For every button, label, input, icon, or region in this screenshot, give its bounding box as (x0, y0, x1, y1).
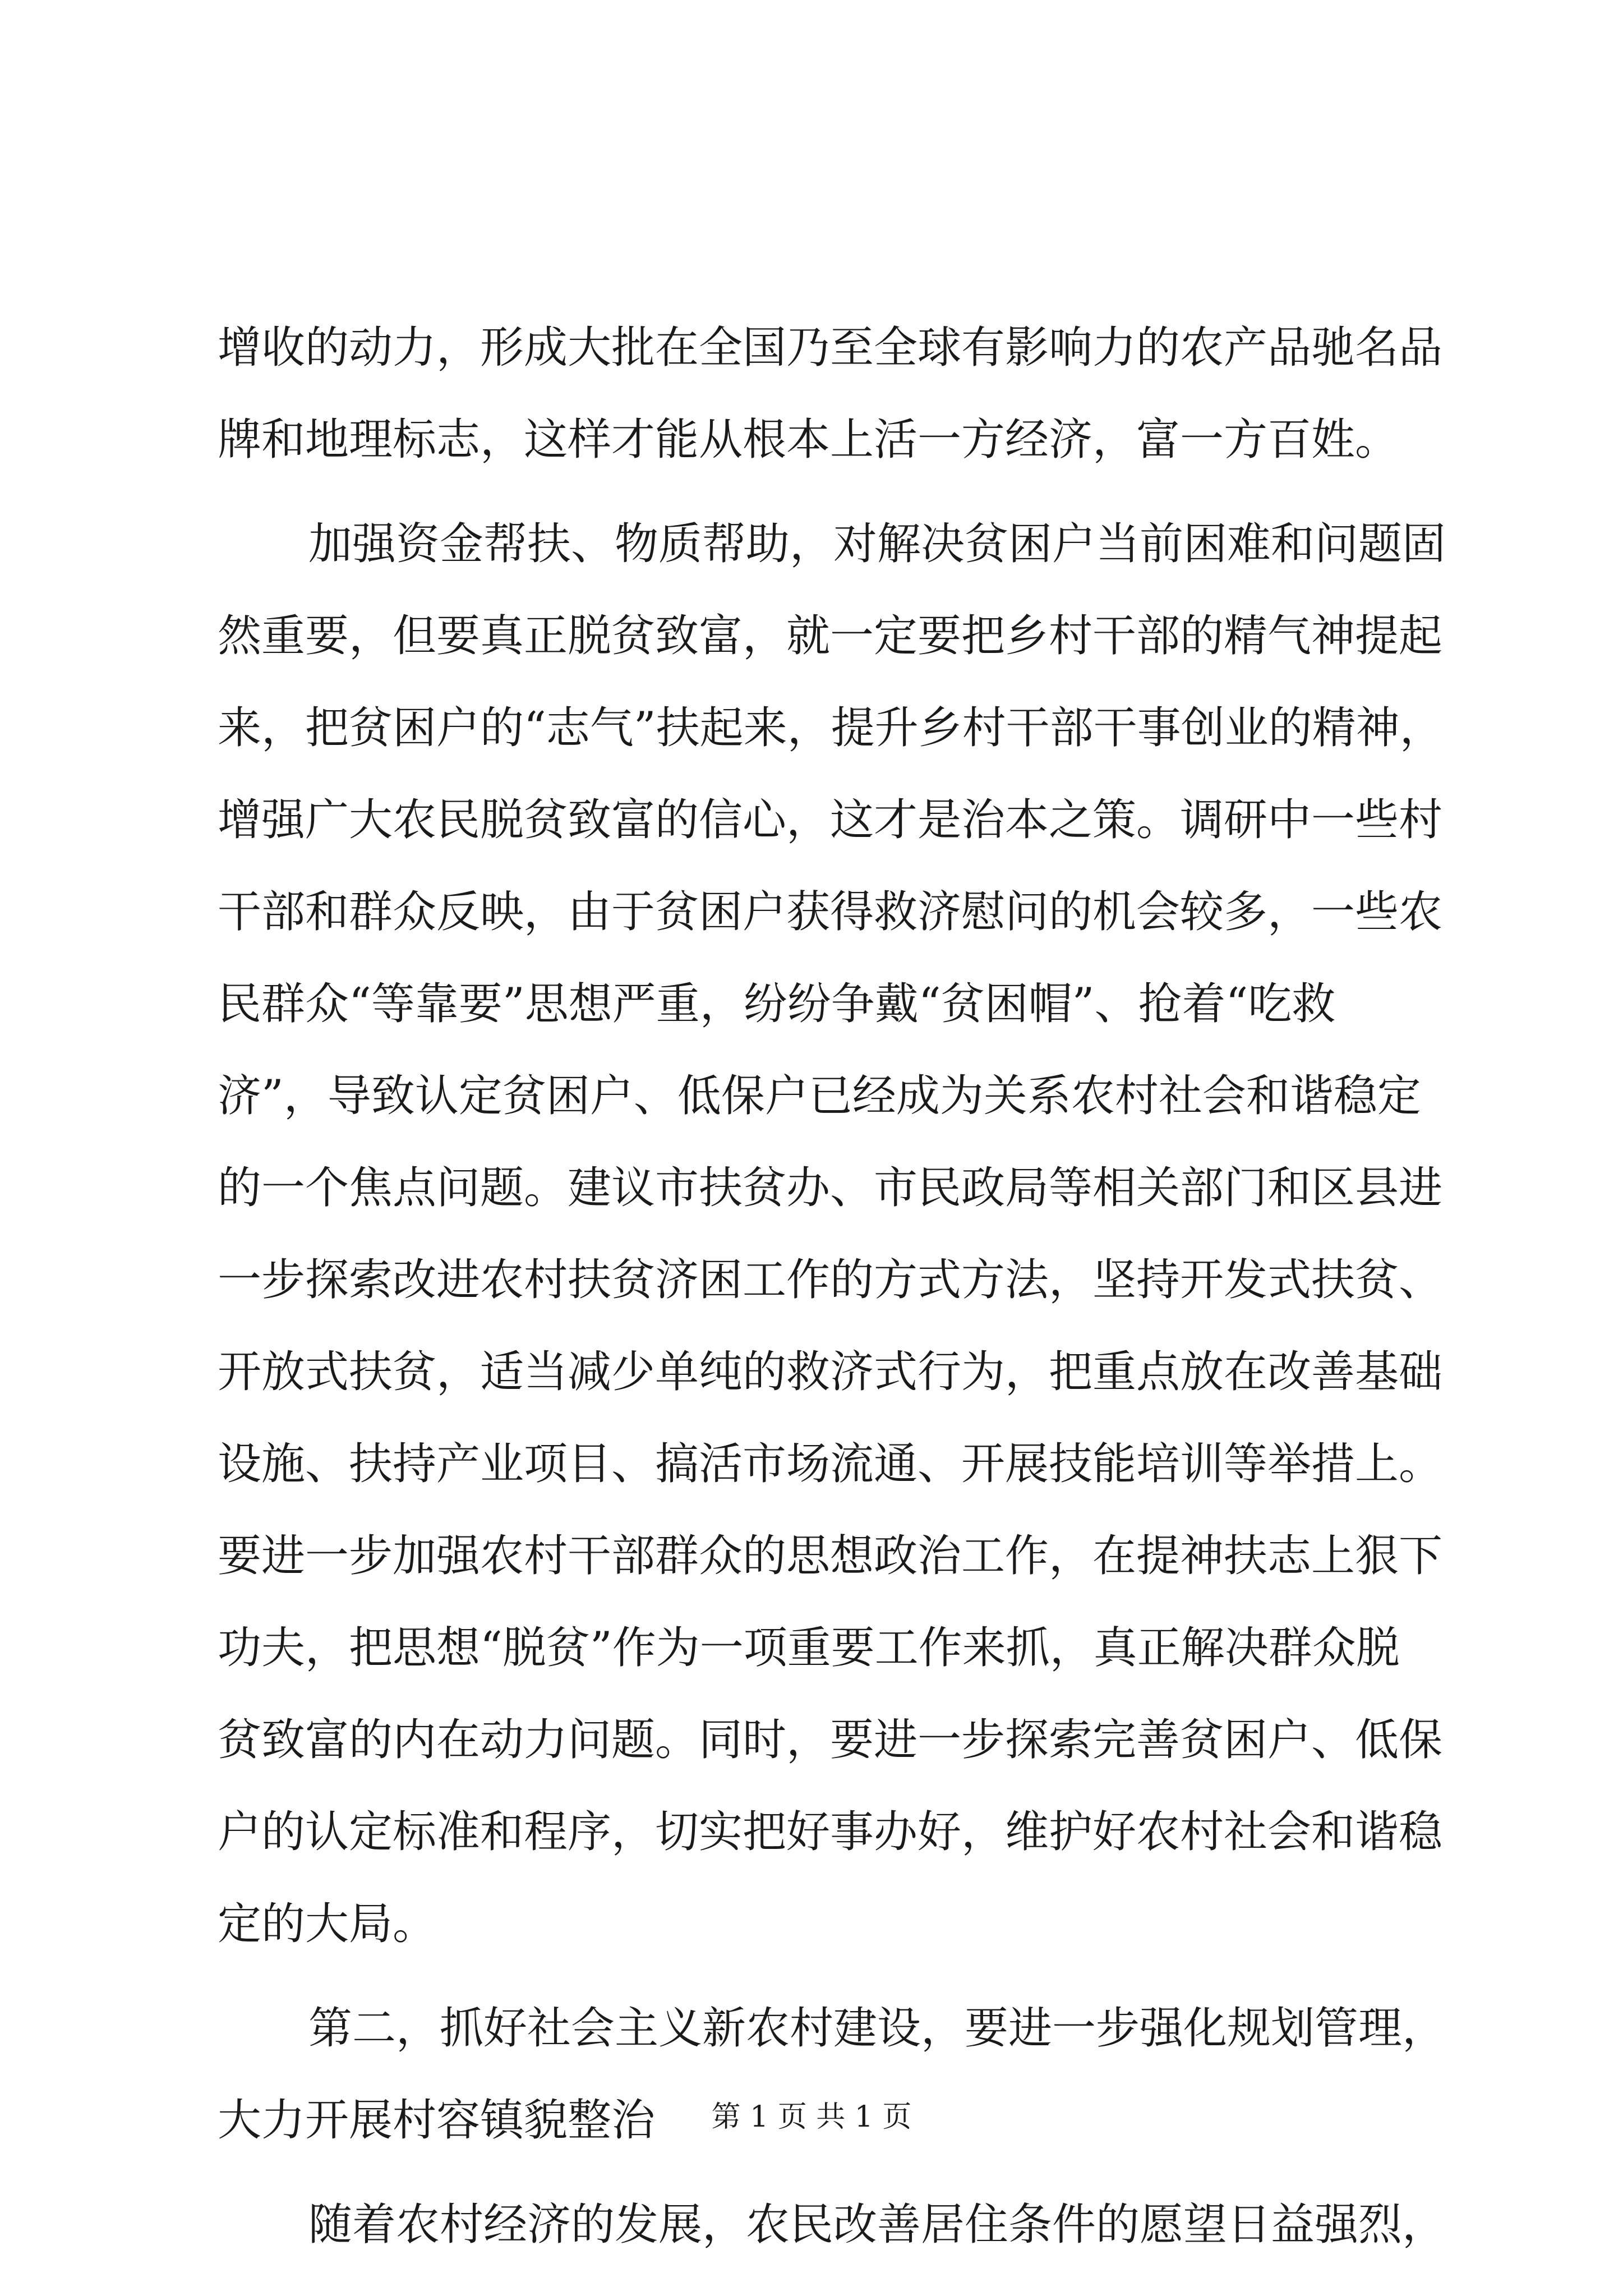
text-line: 济”，导致认定贫困户、低保户已经成为关系农村社会和谐稳定 (218, 1071, 1421, 1121)
text-line: 要进一步加强农村干部群众的思想政治工作，在提神扶志上狠下 (218, 1531, 1443, 1581)
text-line: 的一个焦点问题。建议市扶贫办、市民政局等相关部门和区县进 (218, 1163, 1443, 1213)
text-line: 贫致富的内在动力问题。同时，要进一步探索完善贫困户、低保 (218, 1715, 1443, 1765)
text-line: 增收的动力，形成大批在全国乃至全球有影响力的农产品驰名品 (218, 323, 1443, 373)
section-heading-line: 大力开展村容镇貌整治 (218, 2095, 656, 2146)
text-line: 干部和群众反映，由于贫困户获得救济慰问的机会较多，一些农 (218, 887, 1443, 937)
text-line: 开放式扶贫，适当减少单纯的救济式行为，把重点放在改善基础 (218, 1347, 1443, 1397)
document-body (218, 302, 1446, 2271)
paragraph-first-line: 随着农村经济的发展，农民改善居住条件的愿望日益强烈， (308, 2200, 1446, 2250)
section-heading-line: 第二，抓好社会主义新农村建设，要进一步强化规划管理， (308, 2003, 1446, 2054)
text-line: 定的大局。 (218, 1899, 437, 1949)
text-line: 一步探索改进农村扶贫济困工作的方式方法，坚持开发式扶贫、 (218, 1255, 1443, 1305)
text-line: 设施、扶持产业项目、搞活市场流通、开展技能培训等举措上。 (218, 1439, 1443, 1489)
text-line: 民群众“等靠要”思想严重，纷纷争戴“贫困帽”、抢着“吃救 (218, 979, 1336, 1029)
text-line: 增强广大农民脱贫致富的信心，这才是治本之策。调研中一些村 (218, 795, 1443, 845)
text-line: 功夫，把思想“脱贫”作为一项重要工作来抓，真正解决群众脱 (218, 1623, 1400, 1673)
text-line: 户的认定标准和程序，切实把好事办好，维护好农村社会和谐稳 (218, 1807, 1443, 1857)
text-line: 然重要，但要真正脱贫致富，就一定要把乡村干部的精气神提起 (218, 611, 1443, 661)
text-line: 牌和地理标志，这样才能从根本上活一方经济，富一方百姓。 (218, 415, 1399, 465)
paragraph-first-line: 加强资金帮扶、物质帮助，对解决贫困户当前困难和问题固 (308, 519, 1446, 569)
text-line: 来，把贫困户的“志气”扶起来，提升乡村干部干事创业的精神， (218, 703, 1444, 753)
page-number-footer: 第 1 页 共 1 页 (711, 2100, 912, 2134)
